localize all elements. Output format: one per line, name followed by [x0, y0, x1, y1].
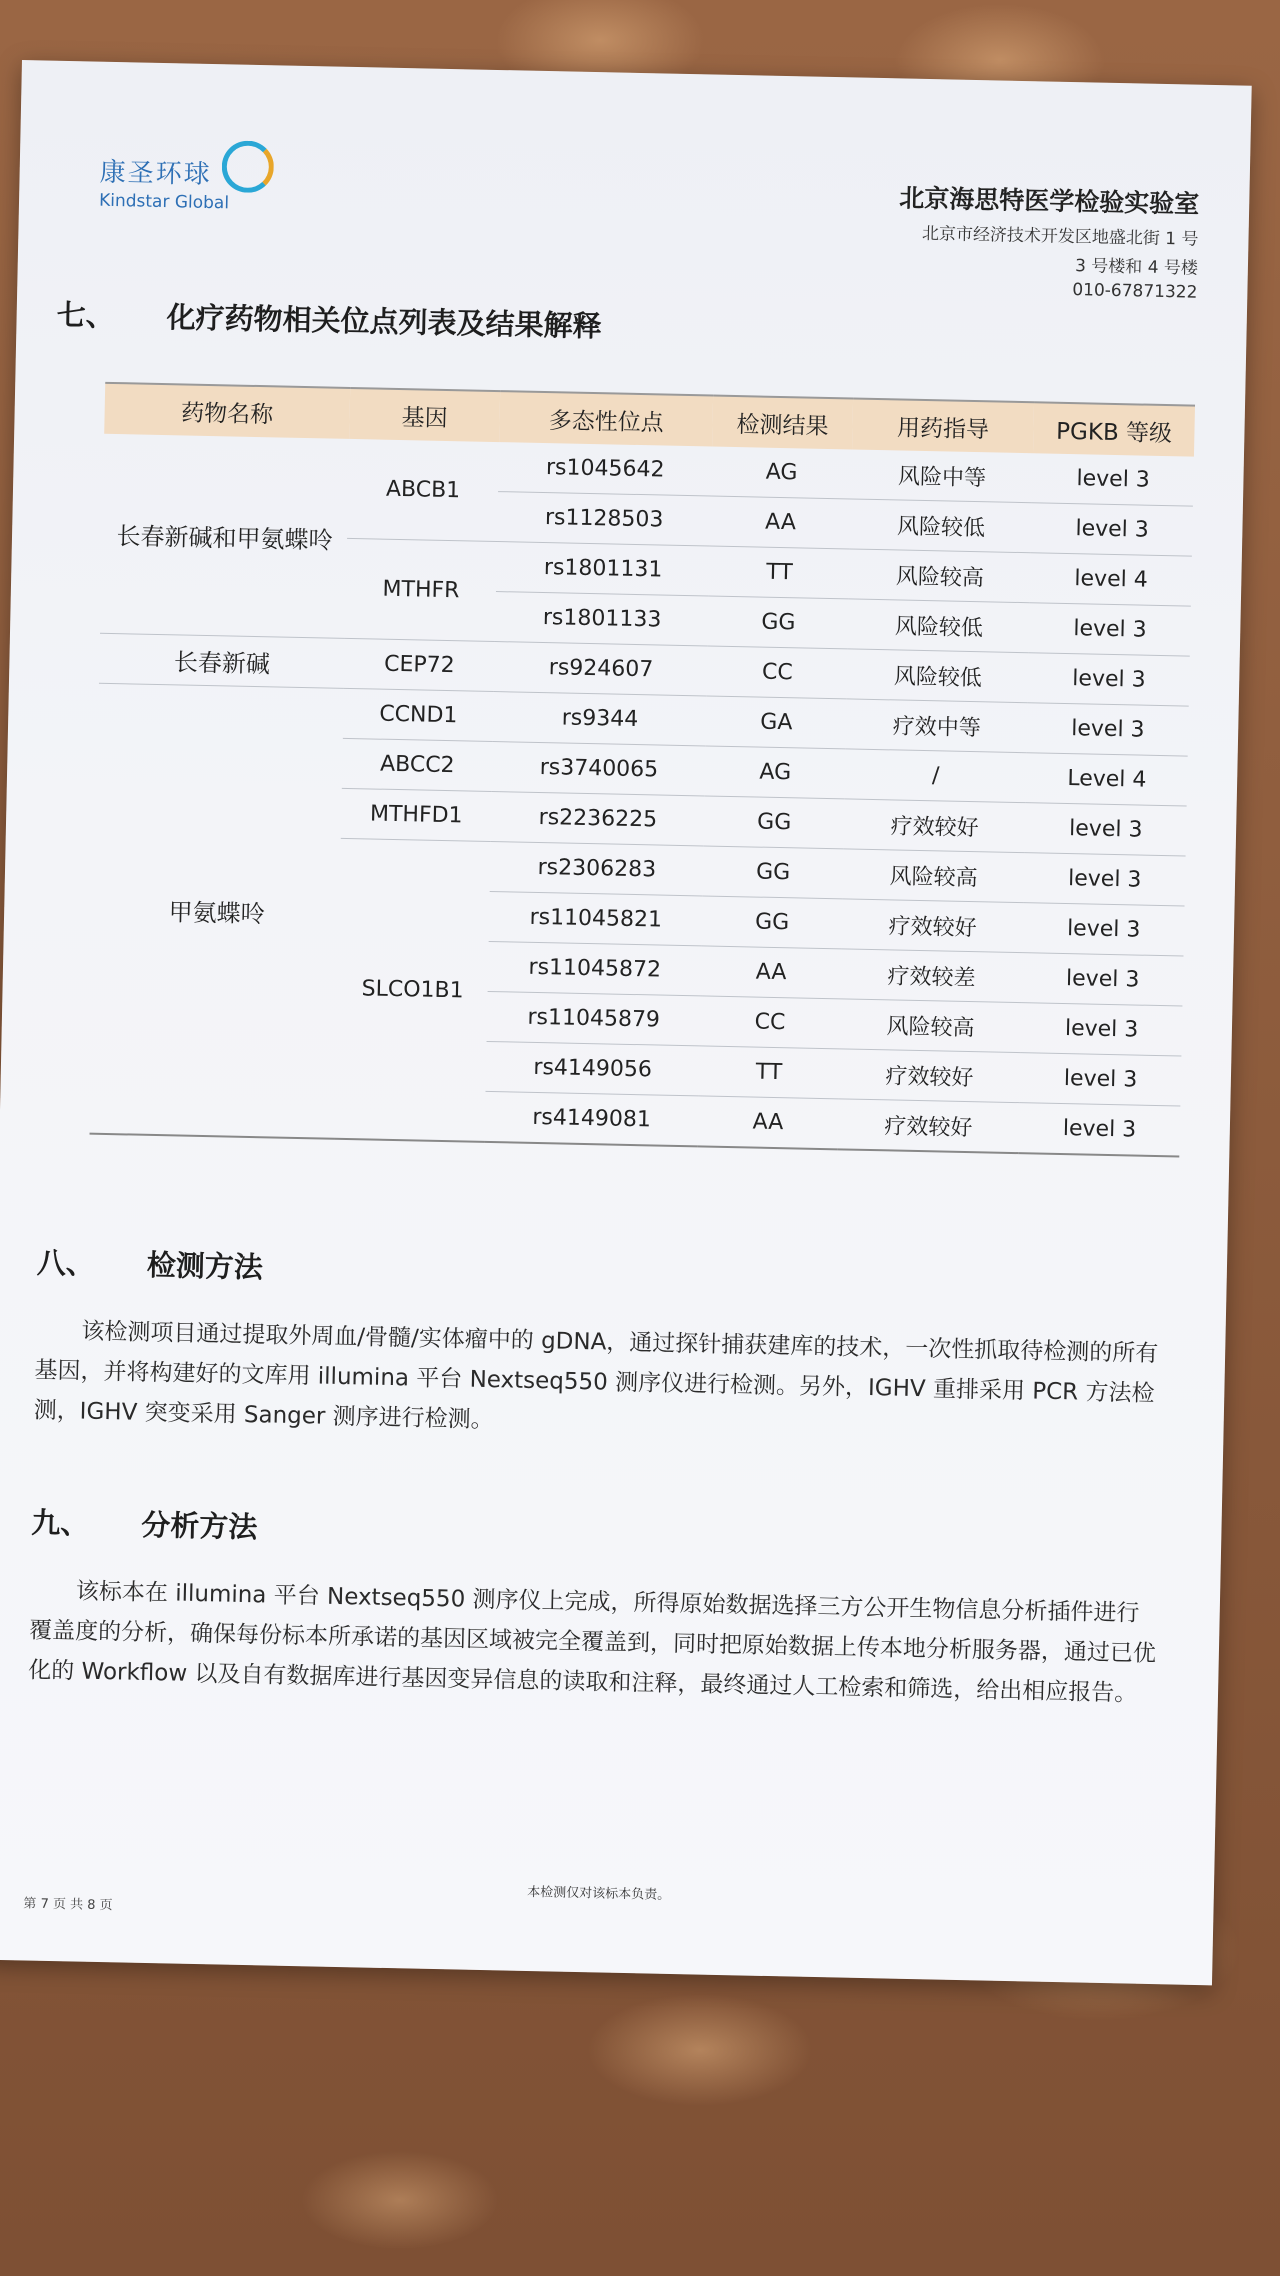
footer-note: 本检测仅对该标本负责。: [527, 1884, 671, 1903]
result-cell: TT: [699, 1046, 839, 1099]
level-cell: level 3: [1023, 903, 1185, 956]
site-cell: rs1801133: [495, 592, 709, 646]
guide-cell: 疗效较好: [838, 1049, 1021, 1103]
guide-cell: 疗效较差: [840, 949, 1023, 1003]
header-site: 多态性位点: [499, 391, 713, 446]
level-cell: Level 4: [1026, 753, 1188, 806]
result-cell: CC: [700, 996, 840, 1049]
gene-cell: MTHFD1: [341, 788, 492, 841]
gene-cell: ABCC2: [342, 738, 493, 791]
result-cell: GG: [704, 796, 844, 849]
header-drug: 药物名称: [104, 383, 350, 439]
level-cell: level 3: [1025, 803, 1187, 856]
site-cell: rs9344: [493, 692, 707, 746]
level-cell: level 4: [1030, 553, 1192, 606]
drug-name-cell: 长春新碱和甲氨蝶呤: [100, 434, 349, 639]
site-cell: rs1045642: [498, 442, 712, 496]
logo-chinese: 康圣环球: [99, 157, 212, 190]
guide-cell: 疗效较好: [837, 1099, 1020, 1153]
report-page: [0, 60, 1252, 1985]
section-8-text: 该检测项目通过提取外周血/骨髓/实体瘤中的 gDNA，通过探针捕获建库的技术，一次性抓取待检测的所有基因，并将构建好的文库用 illumina 平台 Nextseq550 测序仪进行检测。另外，IGHV 重排采用 PCR 方法检测，IGHV 突变采用 Sanger 测序进行检测。: [33, 1318, 1159, 1434]
guide-cell: 风险较高: [839, 999, 1022, 1053]
site-cell: rs1801131: [496, 542, 710, 596]
header-guide: 用药指导: [852, 398, 1035, 453]
section-8-heading: 检测方法: [146, 1247, 264, 1285]
result-cell: AG: [705, 746, 845, 799]
site-cell: rs11045879: [487, 991, 701, 1045]
site-cell: rs4149056: [486, 1041, 700, 1095]
level-cell: level 3: [1028, 653, 1190, 706]
header-level: PGKB 等级: [1033, 402, 1195, 456]
level-cell: level 3: [1022, 953, 1184, 1006]
level-cell: level 3: [1021, 1003, 1183, 1056]
site-cell: rs11045872: [488, 941, 702, 995]
section-7-number: 七、: [56, 297, 116, 333]
lab-info: [897, 178, 1199, 302]
result-cell: AA: [698, 1096, 838, 1149]
guide-cell: 疗效中等: [846, 699, 1029, 753]
level-cell: level 3: [1019, 1103, 1181, 1157]
guide-cell: 风险较低: [850, 499, 1033, 553]
section-9-heading: 分析方法: [140, 1507, 258, 1545]
result-cell: AA: [710, 496, 850, 549]
level-cell: level 3: [1020, 1053, 1182, 1106]
site-cell: rs2236225: [491, 791, 705, 845]
drug-name-cell: 甲氨蝶呤: [90, 683, 344, 1139]
result-cell: GG: [702, 896, 842, 949]
section-9-text: 该标本在 illumina 平台 Nextseq550 测序仪上完成，所得原始数据选择三方公开生物信息分析插件进行覆盖度的分析，确保每份标本所承诺的基因区域被完全覆盖到，同时把原始数据上传本地分析服务器，通过已优化的 Workflow 以及自有数据库进行基因变异信息的读取和注释，最终通过人工检索和筛选，给出相应报告。: [28, 1578, 1157, 1707]
page-number: 第 7 页 共 8 页: [23, 1896, 113, 1914]
level-cell: level 3: [1024, 853, 1186, 906]
site-cell: rs3740065: [492, 742, 706, 796]
lab-address-2: 3 号楼和 4 号楼: [1074, 256, 1199, 279]
result-cell: TT: [709, 546, 849, 599]
level-cell: level 3: [1029, 603, 1191, 656]
result-cell: AA: [701, 946, 841, 999]
section-7-title: [56, 293, 602, 345]
lab-phone: 010-67871322: [1072, 280, 1198, 303]
section-9-title: [31, 1501, 258, 1547]
result-cell: GG: [703, 846, 843, 899]
level-cell: level 3: [1027, 703, 1189, 756]
lab-name: 北京海思特医学检验实验室: [898, 183, 1200, 219]
company-logo: [99, 152, 230, 214]
guide-cell: 疗效较好: [841, 899, 1024, 953]
section-8-title: [36, 1241, 263, 1287]
site-cell: rs2306283: [490, 841, 704, 895]
header-gene: 基因: [349, 388, 500, 442]
drug-sites-table: [90, 382, 1196, 1158]
guide-cell: 风险较高: [842, 849, 1025, 903]
guide-cell: 疗效较好: [843, 799, 1026, 853]
header-result: 检测结果: [712, 396, 852, 450]
gene-cell: ABCB1: [347, 439, 499, 542]
site-cell: rs11045821: [489, 891, 703, 945]
result-cell: GA: [706, 696, 846, 749]
section-8-number: 八、: [36, 1245, 96, 1281]
guide-cell: 风险较高: [849, 549, 1032, 603]
guide-cell: 风险中等: [851, 449, 1034, 502]
level-cell: level 3: [1031, 503, 1193, 556]
gene-cell: MTHFR: [345, 538, 497, 641]
site-cell: rs1128503: [497, 492, 711, 546]
result-cell: GG: [708, 596, 848, 649]
section-9-number: 九、: [31, 1505, 90, 1541]
result-cell: AG: [711, 447, 851, 499]
logo-swirl-icon: [221, 140, 274, 193]
guide-cell: 风险较低: [847, 649, 1030, 703]
section-7-heading: 化疗药物相关位点列表及结果解释: [166, 300, 602, 344]
level-cell: level 3: [1032, 453, 1194, 506]
guide-cell: 风险较低: [848, 599, 1031, 653]
result-cell: CC: [707, 646, 847, 699]
gene-cell: CEP72: [344, 638, 495, 691]
drug-name-cell: 长春新碱: [99, 633, 345, 688]
gene-cell: SLCO1B1: [335, 838, 491, 1142]
site-cell: rs4149081: [484, 1091, 698, 1146]
site-cell: rs924607: [494, 642, 708, 696]
gene-cell: CCND1: [343, 688, 494, 741]
guide-cell: /: [844, 749, 1027, 803]
logo-english: Kindstar Global: [98, 190, 230, 214]
lab-address-1: 北京市经济技术开发区地盛北街 1 号: [921, 223, 1199, 250]
